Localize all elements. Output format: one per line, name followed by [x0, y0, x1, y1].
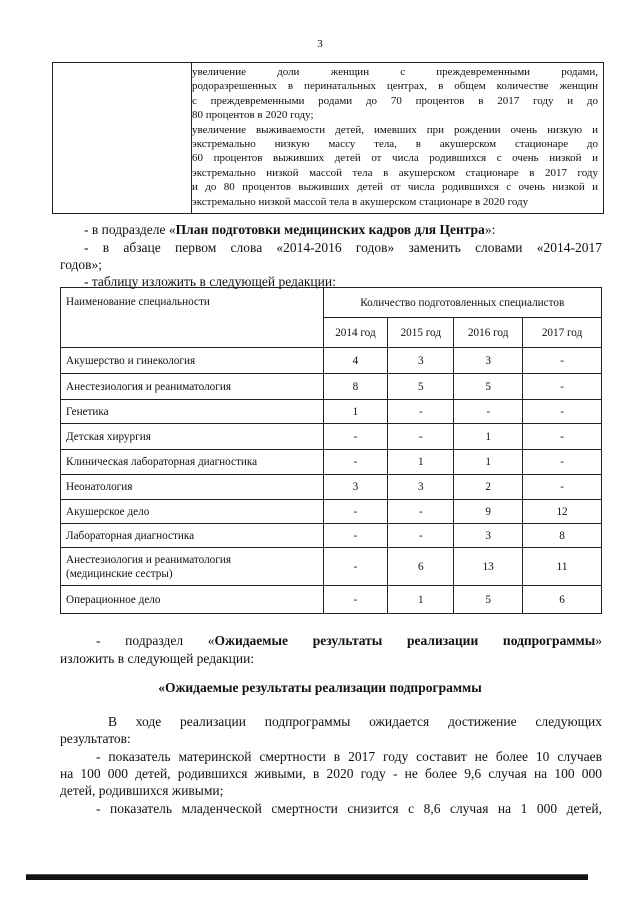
header-year: 2015 год	[388, 318, 454, 348]
header-year: 2017 год	[523, 318, 602, 348]
value-cell: -	[323, 548, 388, 586]
value-cell: -	[523, 348, 602, 374]
value-cell: 5	[454, 374, 523, 400]
header-specialty: Наименование специальности	[61, 288, 324, 348]
value-cell: 12	[523, 500, 602, 524]
value-cell: -	[323, 586, 388, 614]
header-year: 2014 год	[323, 318, 388, 348]
specialty-name: Неонатология	[61, 475, 324, 500]
value-cell: 13	[454, 548, 523, 586]
header-year: 2016 год	[454, 318, 523, 348]
table-row	[61, 586, 602, 614]
subsection-restate-line2: изложить в следующей редакции:	[60, 651, 255, 666]
value-cell: -	[523, 374, 602, 400]
value-cell: 1	[388, 450, 454, 475]
specialty-name: Акушерское дело	[61, 500, 324, 524]
value-cell: 3	[323, 475, 388, 500]
value-cell: -	[323, 524, 388, 548]
table-row	[61, 450, 602, 475]
value-cell: 3	[454, 524, 523, 548]
value-cell: 3	[388, 348, 454, 374]
text-line: родоразрешенных в перинатальных центрах, в общем количестве женщин	[192, 80, 598, 93]
specialty-name-line: (медицинские сестры)	[66, 567, 173, 580]
table-row	[61, 524, 602, 548]
maternal-mortality-line3: детей, родившихся живыми;	[60, 783, 224, 798]
results-intro-line2: результатов:	[60, 731, 131, 746]
continuation-table	[52, 62, 604, 214]
specialists-table	[60, 287, 602, 614]
value-cell: -	[523, 400, 602, 424]
instruction-suffix: »:	[484, 222, 496, 237]
value-cell: 1	[388, 586, 454, 614]
value-cell: 11	[523, 548, 602, 586]
subsection-instruction	[84, 221, 495, 238]
text-line: экстремально низкой массой тела в акушерском стационаре в 2020 году	[192, 195, 529, 208]
text-line: и до 80 процентов выживших детей от числа родившихся с очень низкой и	[192, 181, 598, 194]
table-row	[61, 374, 602, 400]
table-row	[61, 548, 602, 586]
value-cell: -	[388, 524, 454, 548]
subsection-title: Ожидаемые результаты реализации подпрограммы	[214, 633, 596, 648]
value-cell: 8	[523, 524, 602, 548]
text-line: экстремально низкую массу тела, в акушерском стационаре до	[192, 138, 598, 151]
value-cell: 6	[523, 586, 602, 614]
value-cell: 5	[454, 586, 523, 614]
value-cell: -	[523, 450, 602, 475]
text-line: увеличение доли женщин с преждевременными родами,	[192, 66, 598, 78]
value-cell: 5	[388, 374, 454, 400]
empty-left-cell	[53, 63, 192, 213]
bottom-rule	[26, 875, 588, 880]
specialty-name-line: Анестезиология и реаниматология	[66, 553, 231, 566]
value-cell: 1	[454, 424, 523, 450]
subsection-restate-line1	[96, 632, 602, 649]
value-cell: -	[323, 450, 388, 475]
instruction-suffix: »	[595, 633, 602, 648]
maternal-mortality-line2: на 100 000 детей, родившихся живыми, в 2020 году - не более 9,6 случая на 100 000	[60, 766, 602, 781]
table-row	[61, 424, 602, 450]
infant-mortality-line1: - показатель младенческой смертности снизится с 8,6 случая на 1 000 детей,	[96, 801, 602, 816]
value-cell: 6	[388, 548, 454, 586]
value-cell: 3	[454, 348, 523, 374]
subsection-title: План подготовки медицинских кадров для Центра	[175, 222, 485, 237]
instruction-prefix: - подраздел «	[96, 633, 215, 648]
value-cell: -	[388, 500, 454, 524]
table-instruction: - таблицу изложить в следующей редакции:	[84, 274, 336, 289]
section-heading: «Ожидаемые результаты реализации подпрограммы	[158, 680, 482, 695]
text-line: увеличение выживаемости детей, имевших при рождении очень низкую и	[192, 123, 598, 136]
value-cell: -	[388, 424, 454, 450]
text-line: экстремально низкой массой тела в акушерском стационаре в 2017 году	[192, 166, 598, 179]
value-cell: 1	[323, 400, 388, 424]
specialty-name: Клиническая лабораторная диагностика	[61, 450, 324, 475]
specialty-name: Генетика	[61, 400, 324, 424]
value-cell: -	[523, 475, 602, 500]
specialty-name: Акушерство и гинекология	[61, 348, 324, 374]
replace-instruction-line2: годов»;	[60, 257, 103, 272]
value-cell: -	[388, 400, 454, 424]
text-line: 80 процентов в 2020 году;	[192, 109, 314, 122]
continuation-text-cell	[192, 65, 598, 209]
value-cell: 3	[388, 475, 454, 500]
instruction-prefix: - в подразделе «	[84, 222, 176, 237]
header-quantity: Количество подготовленных специалистов	[323, 288, 602, 318]
page-number: 3	[317, 38, 323, 50]
value-cell: 8	[323, 374, 388, 400]
table-row	[61, 348, 602, 374]
specialty-name: Лабораторная диагностика	[61, 524, 324, 548]
replace-instruction-line1: - в абзаце первом слова «2014-2016 годов» заменить словами «2014-2017	[84, 240, 602, 255]
results-intro-line1: В ходе реализации подпрограммы ожидается достижение следующих	[108, 714, 602, 729]
specialty-name	[61, 548, 324, 586]
specialty-name: Операционное дело	[61, 586, 324, 614]
value-cell: 4	[323, 348, 388, 374]
table-row	[61, 500, 602, 524]
table-row	[61, 400, 602, 424]
value-cell: -	[523, 424, 602, 450]
value-cell: 9	[454, 500, 523, 524]
value-cell: 2	[454, 475, 523, 500]
text-line: 60 процентов выживших детей от числа родившихся с очень низкой и	[192, 152, 598, 165]
value-cell: 1	[454, 450, 523, 475]
value-cell: -	[323, 500, 388, 524]
value-cell: -	[323, 424, 388, 450]
maternal-mortality-line1: - показатель материнской смертности в 2017 году составит не более 10 случаев	[96, 749, 602, 764]
specialty-name: Детская хирургия	[61, 424, 324, 450]
table-row	[61, 475, 602, 500]
value-cell: -	[454, 400, 523, 424]
specialty-name: Анестезиология и реаниматология	[61, 374, 324, 400]
text-line: с преждевременными родами до 70 процентов в 2017 году и до	[192, 94, 598, 107]
